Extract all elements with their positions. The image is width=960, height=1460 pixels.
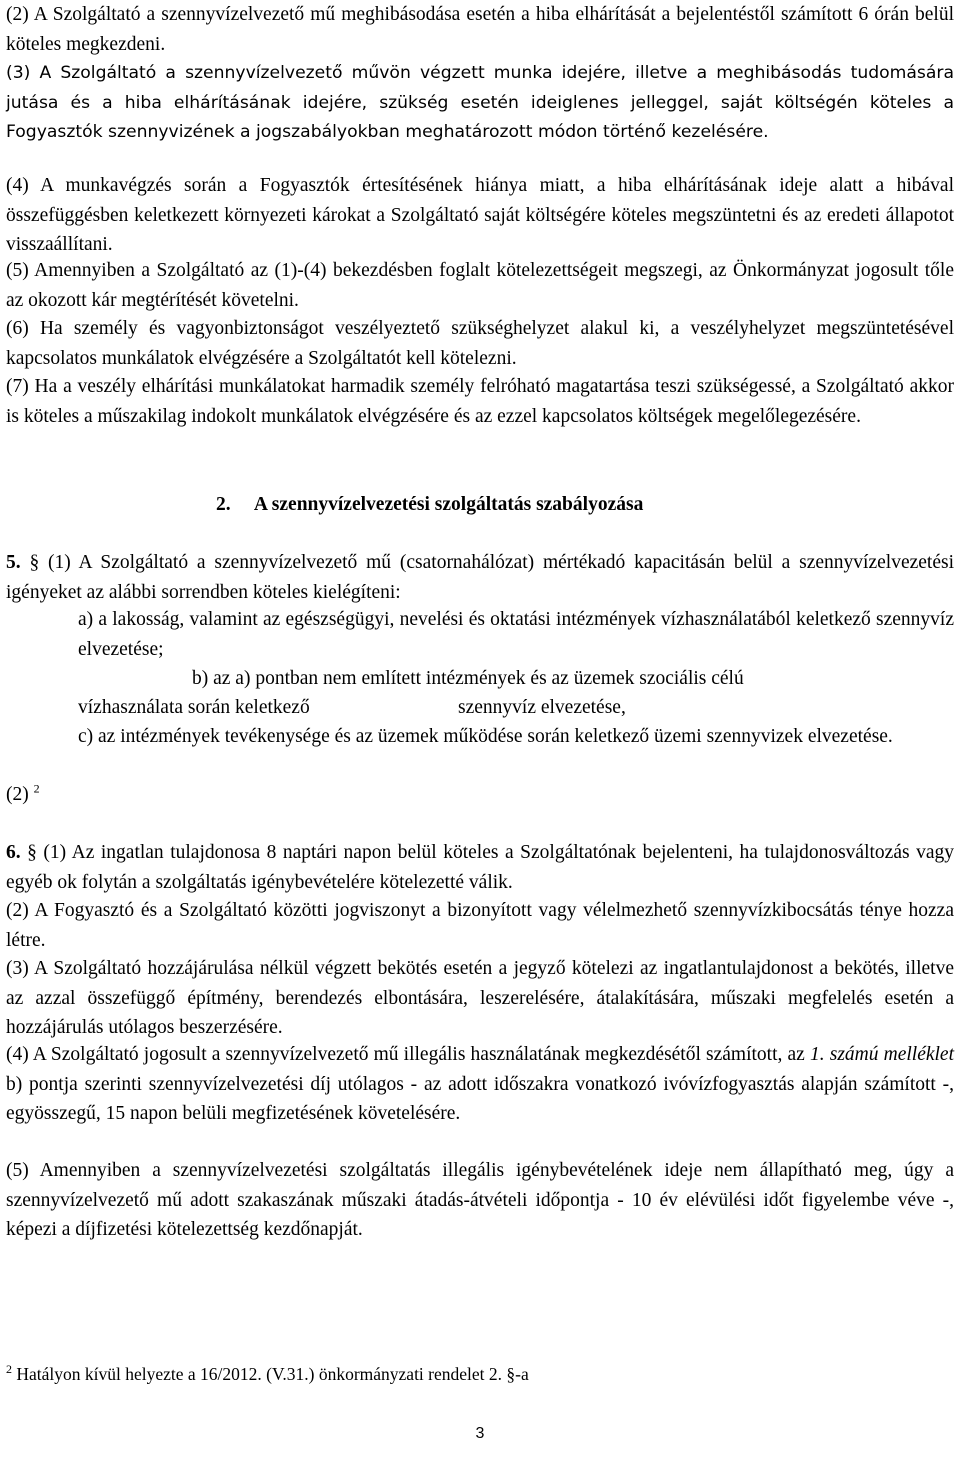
section-heading: 2. A szennyvízelvezetési szolgáltatás szabályozása xyxy=(216,494,644,515)
footnote-marker: 2 xyxy=(6,1362,12,1377)
page-number: 3 xyxy=(475,1425,485,1442)
paragraph-4-5: (5) Amennyiben a Szolgáltató az (1)-(4) bekezdésben foglalt kötelezettségeit megszegi, az Önkormányzat jogosult tőle az okozott kár megtérítését követelni. xyxy=(6,260,954,311)
paragraph-4-7: (7) Ha a veszély elhárítási munkálatokat harmadik személy felróható magatartása teszi szükségessé, a Szolgáltató akkor is köteles a műszakilag indokolt munkálatok elvégzésére és az ezzel kapcsolatos költségek megelőlegezésére. xyxy=(6,376,954,427)
section-6-paragraph-3: (3) A Szolgáltató hozzájárulása nélkül végzett bekötés esetén a jegyző kötelezi az ingatlantulajdonost a bekötés, illetve az azzal összefüggő építmény, berendezés elbontására, leszerelésére, átalakítására, műszaki megfelelés esetén a hozzájárulás utólagos beszerzésére. xyxy=(6,958,954,1038)
section-5-text: § (1) A Szolgáltató a szennyvízelvezető mű (csatornahálózat) mértékadó kapacitásán belül a szennyvízelvezetési igényeket az alábbi sorrendben köteles kielégíteni: xyxy=(6,552,954,603)
footnote-ref[interactable]: 2 xyxy=(33,781,40,796)
paragraph-4-4: (4) A munkavégzés során a Fogyasztók értesítésének hiánya miatt, a hiba elhárításának ideje alatt a hibával összefüggésben keletkezett környezeti károkat a Szolgáltató saját költségére köteles megszüntetni és az eredeti állapotot visszaállítani. xyxy=(6,175,954,255)
footnote-text: Hatályon kívül helyezte a 16/2012. (V.31.) önkormányzati rendelet 2. §-a xyxy=(12,1364,529,1384)
section-5-paragraph-2-label: (2) xyxy=(6,784,34,805)
paragraph-4-3: (3) A Szolgáltató a szennyvízelvezető művön végzett munka idejére, illetve a meghibásodás tudomására jutása és a hiba elhárításának idejére, szükség esetén ideiglenes jelleggel, saját költségén köteles a Fogyasztók szennyvizének a jogszabályokban meghatározott módon történő kezelésére. xyxy=(6,63,954,142)
section-6-text: § (1) Az ingatlan tulajdonosa 8 naptári napon belül köteles a Szolgáltatónak bejelenteni, ha tulajdonosváltozás vagy egyéb ok folytán a szolgáltatás igénybevételére kötelezetté válik. xyxy=(6,842,954,893)
section-5-number: 5. xyxy=(6,552,30,573)
section-6-number: 6. xyxy=(6,842,28,863)
section-6-paragraph-5: (5) Amennyiben a szennyvízelvezetési szolgáltatás illegális igénybevételének ideje nem állapítható meg, úgy a szennyvízelvezető mű adott szakaszának műszaki átadás-átvételi időpontja - 10 év elévülési időt figyelembe véve -, képezi a díjfizetési kötelezettség kezdőnapját. xyxy=(6,1160,954,1240)
section-5-item-a: a) a lakosság, valamint az egészségügyi, nevelési és oktatási intézmények vízhasználatából keletkező szennyvíz elvezetése; xyxy=(78,609,954,660)
section-5-item-b-line2: vízhasználata során keletkező xyxy=(78,697,310,718)
paragraph-4-2: (2) A Szolgáltató a szennyvízelvezető mű meghibásodása esetén a hiba elhárítását a bejelentéstől számított 6 órán belül köteles megkezdeni. xyxy=(6,4,954,55)
section-5-paragraph-1 xyxy=(6,548,954,607)
section-5-paragraph-2 xyxy=(6,780,40,810)
footnote xyxy=(6,1362,529,1386)
annex-reference: 1. számú melléklet xyxy=(809,1044,954,1065)
section-5-item-c: c) az intézmények tevékenysége és az üzemek működése során keletkező üzemi szennyvizek elvezetése. xyxy=(78,726,893,747)
section-6-paragraph-1 xyxy=(6,838,954,897)
paragraph-4-6: (6) Ha személy és vagyonbiztonságot veszélyeztető szükséghelyzet alakul ki, a veszélyhelyzet megszüntetésével kapcsolatos munkálatok elvégzésére a Szolgáltatót kell kötelezni. xyxy=(6,318,954,369)
section-5-item-b-line1: b) az a) pontban nem említett intézmények és az üzemek szociális célú xyxy=(192,668,744,689)
section-5-item-b-line3: szennyvíz elvezetése, xyxy=(458,697,626,718)
section-6-paragraph-4 xyxy=(6,1040,954,1129)
section-6-paragraph-4-text-b: b) pontja szerinti szennyvízelvezetési díj utólagos - az adott időszakra vonatkozó ivóvízfogyasztás alapján számított -, egyösszegű, 15 napon belüli megfizetésének követelésére. xyxy=(6,1073,954,1124)
section-6-paragraph-2: (2) A Fogyasztó és a Szolgáltató közötti jogviszonyt a bizonyított vagy vélelmezhető szennyvízkibocsátás ténye hozza létre. xyxy=(6,900,954,951)
section-6-paragraph-4-text-a: (4) A Szolgáltató jogosult a szennyvízelvezető mű illegális használatának megkezdésétől számított, az xyxy=(6,1044,810,1065)
